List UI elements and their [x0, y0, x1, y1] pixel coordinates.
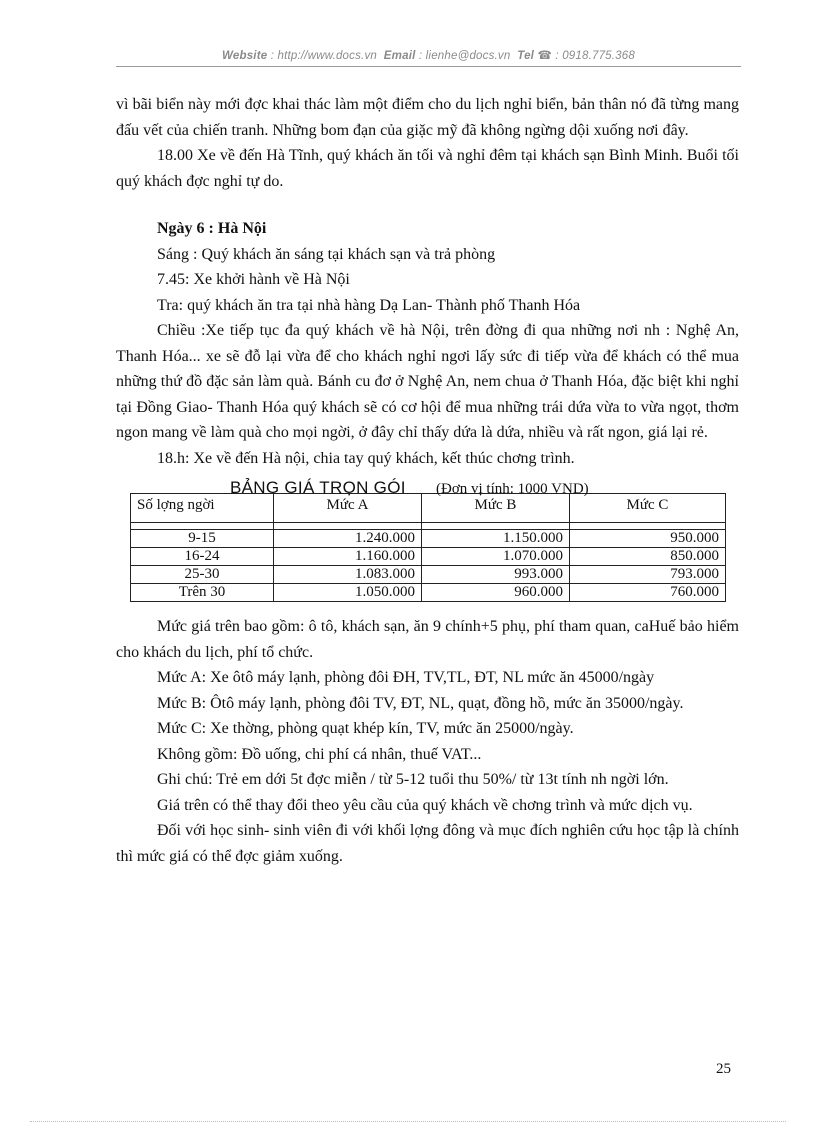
table-cell: 850.000 [570, 548, 726, 566]
footer-dotted-line [30, 1121, 786, 1122]
table-cell: 960.000 [422, 584, 570, 602]
table-cell: Trên 30 [131, 584, 274, 602]
table-row [131, 530, 726, 548]
table-cell: 1.050.000 [274, 584, 422, 602]
paragraph-ha-tinh: 18.00 Xe về đến Hà Tĩnh, quý khách ăn tối và nghỉ đêm tại khách sạn Bình Minh. Buổi tối quý khách đợc nghỉ tự do. [116, 147, 739, 190]
day6-afternoon: Chiều :Xe tiếp tục đa quý khách về hà Nội, trên đờng đi qua những nơi nh : Nghệ An, Thanh Hóa... xe sẽ đỗ lại vừa để cho khách nghỉ ngơi lấy sức đi tiếp vừa để khách có thể mua những thứ đồ đặc sản làm quà. Bánh cu đơ ở Nghệ An, nem chua ở Thanh Hóa, đặc biệt khi nghỉ tại Đồng Giao- Thanh Hóa quý khách sẽ có cơ hội để mua những trái dứa vừa to vừa ngọt, thơm ngon mang về làm quà cho mọi ngời, ở đây chỉ thấy dứa là dứa, nhiều và rất ngon, giá lại rẻ. [116, 322, 739, 441]
table-row [131, 566, 726, 584]
price-table-heading: BẢNG GIÁ TRỌN GÓI [230, 478, 406, 497]
table-row [131, 584, 726, 602]
day6-lunch: Tra: quý khách ăn tra tại nhà hàng Dạ Lan- Thành phố Thanh Hóa [157, 296, 581, 314]
paragraph-beach: vì bãi biển này mới đợc khai thác làm một điểm cho du lịch nghỉ biển, bản thân nó đã từng mang đấu vết của chiến tranh. Những bom đạn của giặc mỹ đã không ngừng dội xuống nơi đây. [116, 96, 739, 139]
student-discount: Đối với học sinh- sinh viên đi với khối lợng đông và mục đích nghiên cứu học tập là chính thì mức giá có thể đợc giảm xuống. [116, 822, 739, 865]
price-includes: Mức giá trên bao gồm: ô tô, khách sạn, ăn 9 chính+5 phụ, phí tham quan, caHuế bảo hiểm cho khách du lịch, phí tổ chức. [116, 618, 739, 661]
table-header-row [131, 494, 726, 523]
table-cell: 1.160.000 [274, 548, 422, 566]
table-row [131, 548, 726, 566]
table-header-cell: Mức B [422, 494, 570, 523]
day6-morning: Sáng : Quý khách ăn sáng tại khách sạn và trả phòng [157, 245, 496, 263]
table-cell: 1.150.000 [422, 530, 570, 548]
table-cell: 1.083.000 [274, 566, 422, 584]
table-cell: 1.240.000 [274, 530, 422, 548]
page-number: 25 [716, 1061, 731, 1077]
tel-value: ☎ : 0918.775.368 [537, 50, 635, 62]
price-table [130, 493, 726, 602]
tel-label: Tel [517, 50, 535, 62]
page-body [116, 92, 739, 869]
table-cell: 16-24 [131, 548, 274, 566]
price-table-unit: (Đơn vị tính: 1000 VND) [436, 481, 589, 497]
table-cell: 993.000 [422, 566, 570, 584]
header-divider [116, 66, 741, 67]
page-header [116, 48, 741, 62]
note-children: Ghi chú: Trẻ em dới 5t đợc miễn / từ 5-12 tuổi thu 50%/ từ 13t tính nh ngời lớn. [157, 771, 669, 788]
level-c-desc: Mức C: Xe thờng, phòng quạt khép kín, TV, mức ăn 25000/ngày. [157, 720, 574, 737]
email-label: Email [383, 50, 416, 62]
table-cell: 760.000 [570, 584, 726, 602]
table-header-cell: Mức A [274, 494, 422, 523]
day6-heading: Ngày 6 : Hà Nội [157, 220, 267, 237]
not-included: Không gồm: Đồ uống, chi phí cá nhân, thuế VAT... [157, 745, 482, 763]
table-header-cell: Số lợng ngời [131, 494, 274, 523]
table-header-cell: Mức C [570, 494, 726, 523]
website-value: : http://www.docs.vn [270, 50, 377, 62]
table-cell: 1.070.000 [422, 548, 570, 566]
level-b-desc: Mức B: Ôtô máy lạnh, phòng đôi TV, ĐT, NL, quạt, đồng hồ, mức ăn 35000/ngày. [157, 694, 684, 712]
day6-departure: 7.45: Xe khởi hành về Hà Nội [157, 271, 350, 288]
level-a-desc: Mức A: Xe ôtô máy lạnh, phòng đôi ĐH, TV,TL, ĐT, NL mức ăn 45000/ngày [157, 669, 655, 686]
table-cell: 25-30 [131, 566, 274, 584]
price-table-title [116, 473, 739, 497]
table-cell: 793.000 [570, 566, 726, 584]
day6-arrival: 18.h: Xe về đến Hà nội, chia tay quý khách, kết thúc chơng trình. [157, 449, 575, 467]
price-change-note: Giá trên có thể thay đổi theo yêu cầu của quý khách về chơng trình và mức dịch vụ. [157, 796, 693, 814]
website-label: Website [222, 50, 268, 62]
table-cell: 9-15 [131, 530, 274, 548]
email-value: : lienhe@docs.vn [418, 50, 511, 62]
table-cell: 950.000 [570, 530, 726, 548]
